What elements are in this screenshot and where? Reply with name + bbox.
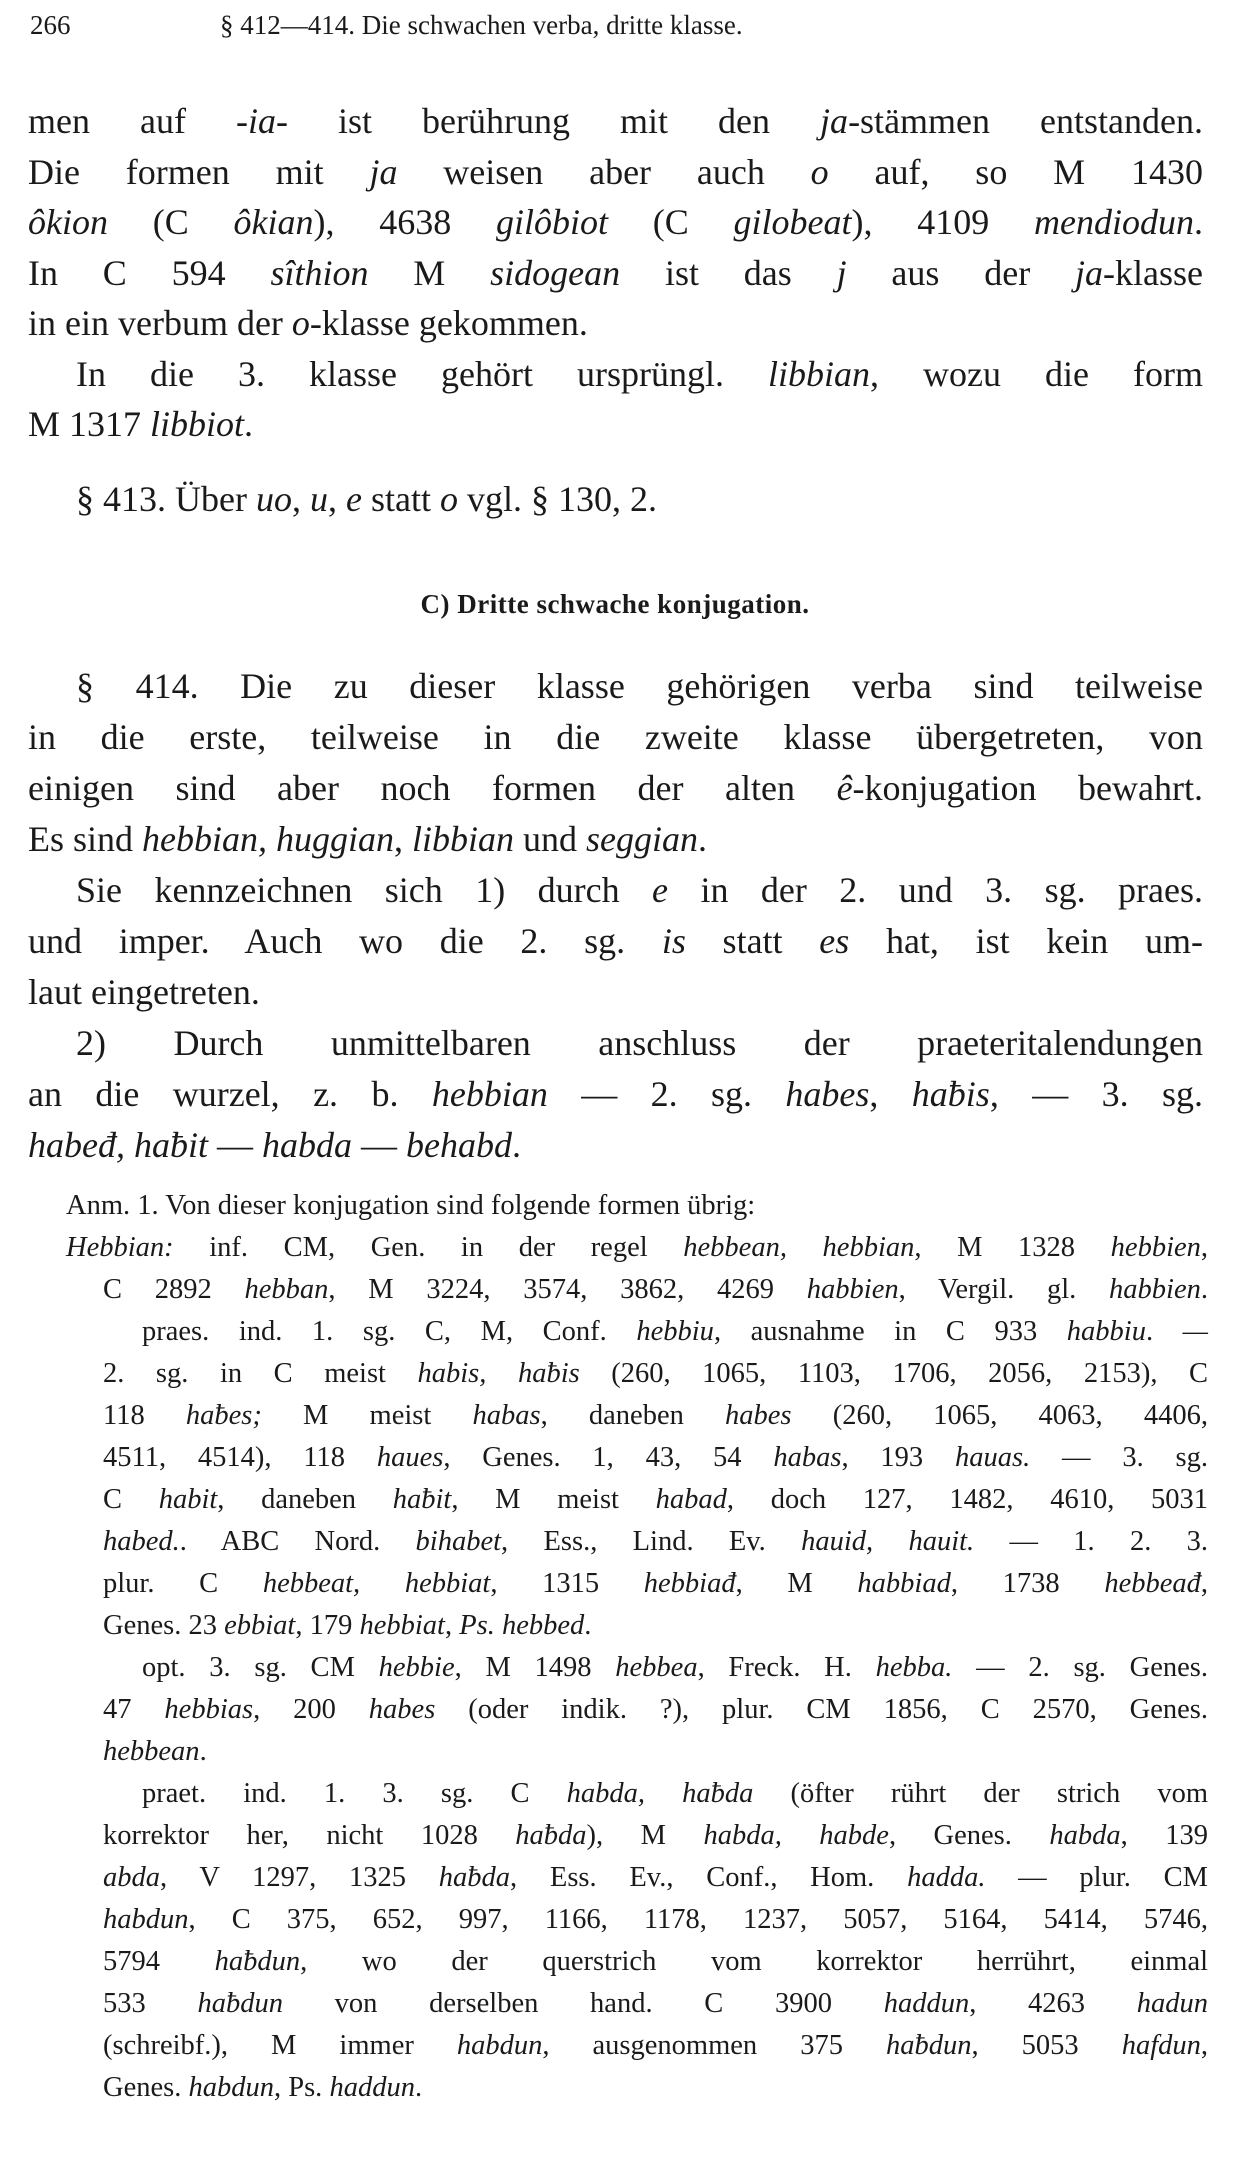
- page-number: 266: [30, 10, 71, 40]
- roman-text: , 5053: [971, 2030, 1122, 2061]
- roman-text: , wo der querstrich vom korrektor herrührt, einmal: [300, 1946, 1209, 1977]
- roman-text: laut eingetreten.: [28, 972, 260, 1012]
- roman-text: § 413. Über: [76, 479, 256, 519]
- note-line: [103, 1563, 1208, 1605]
- italic-form: haƀdun: [886, 2030, 972, 2061]
- italic-form: hadun: [1136, 1988, 1209, 2019]
- italic-form: libbiot: [150, 404, 245, 444]
- roman-text: (schreibf.), M immer: [103, 2030, 457, 2061]
- roman-text: men auf: [28, 101, 236, 141]
- italic-form: hebbiađ: [643, 1568, 736, 1599]
- italic-form: ja: [820, 101, 849, 141]
- roman-text: Genes.: [103, 2072, 189, 2103]
- italic-form: haddun: [329, 2072, 415, 2103]
- roman-text: .: [244, 404, 254, 444]
- note-line: [103, 1941, 1208, 1983]
- note-line: [103, 1521, 1208, 1563]
- roman-text: inf. CM, Gen. in der regel: [173, 1232, 684, 1263]
- roman-text: , 179: [295, 1610, 360, 1641]
- note-line: [66, 1227, 1208, 1269]
- roman-text: , 200: [253, 1694, 369, 1725]
- roman-text: , M: [735, 1568, 858, 1599]
- roman-text: — 2. sg. Genes.: [952, 1652, 1208, 1683]
- roman-text: Sie kennzeichnen sich 1) durch: [76, 870, 653, 910]
- roman-text: .: [414, 2072, 423, 2103]
- italic-form: -ia-: [236, 101, 288, 141]
- italic-form: gilôbiot: [495, 202, 608, 242]
- roman-text: Es sind: [28, 819, 143, 859]
- roman-text: praet. ind. 1. 3. sg. C: [142, 1778, 567, 1809]
- roman-text: (260, 1065, 1103, 1706, 2056, 2153), C: [579, 1358, 1208, 1389]
- italic-form: hafdun: [1121, 2030, 1201, 2061]
- italic-form: is: [661, 921, 686, 961]
- section-heading: C) Dritte schwache konjugation.: [420, 589, 810, 619]
- italic-form: ôkion: [28, 202, 108, 242]
- italic-form: ê: [836, 768, 853, 808]
- italic-form: o: [439, 479, 458, 519]
- roman-text: praes. ind. 1. sg. C, M, Conf.: [142, 1316, 637, 1347]
- italic-form: uo: [255, 479, 292, 519]
- text-line: [28, 399, 1203, 449]
- roman-text: , Ess., Lind. Ev.: [501, 1526, 802, 1557]
- roman-text: In C 594: [28, 252, 271, 293]
- text-line: [28, 916, 1203, 966]
- roman-text: — 3. sg.: [1030, 1442, 1208, 1473]
- roman-text: ,: [1200, 1232, 1209, 1263]
- roman-text: , doch 127, 1482, 4610, 5031: [726, 1484, 1209, 1515]
- italic-form: j: [836, 252, 847, 293]
- roman-text: § 414. Die zu dieser klasse gehörigen verba sind teilweise: [76, 666, 1203, 706]
- italic-form: hebbiat: [359, 1610, 445, 1641]
- italic-form: Ps. hebbed: [459, 1610, 585, 1641]
- roman-text: . ABC Nord.: [179, 1526, 416, 1557]
- roman-text: -klasse gekommen.: [309, 303, 588, 343]
- roman-text: , daneben: [540, 1400, 726, 1431]
- roman-text: 5794: [103, 1946, 215, 1977]
- roman-text: , Genes. 1, 43, 54: [443, 1442, 774, 1473]
- note-line: [142, 1311, 1208, 1353]
- note-line: [103, 1269, 1208, 1311]
- italic-form: habis, haƀis: [417, 1358, 580, 1389]
- italic-form: habdun: [103, 1904, 189, 1935]
- roman-text: , M 1328: [914, 1232, 1111, 1263]
- roman-text: , ausgenommen 375: [542, 2030, 886, 2061]
- roman-text: weisen aber auch: [397, 151, 811, 192]
- italic-form: habda: [261, 1125, 352, 1165]
- italic-form: sîthion: [270, 252, 369, 293]
- roman-text: ), M: [586, 1820, 704, 1851]
- roman-text: , Vergil. gl.: [898, 1274, 1110, 1305]
- roman-text: (öfter rührt der strich vom: [753, 1778, 1208, 1809]
- note-line: [103, 1689, 1208, 1731]
- roman-text: 118: [103, 1400, 186, 1431]
- roman-text: .: [1200, 1274, 1208, 1305]
- italic-form: habas: [472, 1400, 541, 1431]
- roman-text: -klasse: [1103, 252, 1203, 293]
- italic-form: ebbiat: [224, 1610, 296, 1641]
- note-line: [103, 1479, 1208, 1521]
- italic-form: habda, habde: [703, 1820, 889, 1851]
- roman-text: , daneben: [217, 1484, 393, 1515]
- roman-text: M: [368, 252, 491, 293]
- roman-text: Anm. 1. Von dieser konjugation sind folgende formen übrig:: [66, 1190, 756, 1221]
- roman-text: statt: [361, 479, 440, 519]
- italic-form: hebbien: [1110, 1232, 1201, 1263]
- italic-form: ôkian: [233, 202, 314, 242]
- roman-text: Die formen mit: [28, 151, 370, 192]
- italic-form: haƀit: [392, 1484, 452, 1515]
- roman-text: , Freck. H.: [697, 1652, 876, 1683]
- text-line: [28, 1120, 1203, 1170]
- roman-text: .: [511, 1125, 521, 1165]
- text-line: [76, 661, 1203, 711]
- roman-text: ,: [394, 819, 412, 859]
- roman-text: ,: [291, 479, 310, 519]
- italic-form: abda: [103, 1862, 160, 1893]
- roman-text: ist berührung mit den: [287, 101, 821, 141]
- roman-text: , C 375, 652, 997, 1166, 1178, 1237, 5057, 5164, 5414, 5746,: [188, 1904, 1208, 1935]
- italic-form: e: [652, 870, 669, 910]
- italic-form: hauid, hauit.: [801, 1526, 975, 1557]
- roman-text: (oder indik. ?), plur. CM 1856, C 2570, Genes.: [435, 1694, 1209, 1725]
- italic-form: gilobeat: [733, 202, 852, 242]
- italic-form: hebbiu: [636, 1316, 714, 1347]
- roman-text: ,: [869, 1074, 912, 1114]
- italic-form: seggian: [586, 819, 699, 859]
- italic-form: habes: [725, 1400, 792, 1431]
- italic-form: hebbean, hebbian: [683, 1232, 915, 1263]
- italic-form: hebbias: [164, 1694, 254, 1725]
- italic-form: u: [309, 479, 328, 519]
- roman-text: ,: [1200, 2030, 1208, 2061]
- italic-form: haƀda: [438, 1862, 511, 1893]
- text-line: [28, 147, 1203, 197]
- text-line: [28, 1069, 1203, 1119]
- roman-text: , 1315: [490, 1568, 644, 1599]
- roman-text: —: [351, 1125, 406, 1165]
- italic-form: habbien: [806, 1274, 899, 1305]
- italic-form: haues: [376, 1442, 444, 1473]
- text-line: [28, 96, 1203, 146]
- roman-text: von derselben hand. C 3900: [282, 1988, 884, 2019]
- roman-text: an die wurzel, z. b.: [28, 1074, 432, 1114]
- italic-form: sidogean: [490, 252, 621, 293]
- roman-text: 47: [103, 1694, 165, 1725]
- roman-text: ,: [444, 1610, 460, 1641]
- italic-form: habbiad: [857, 1568, 951, 1599]
- text-line: [76, 1018, 1203, 1068]
- italic-form: e: [345, 479, 362, 519]
- roman-text: 2) Durch unmittelbaren anschluss der praeteritalendungen: [76, 1023, 1203, 1063]
- roman-text: ,: [1200, 1568, 1208, 1599]
- roman-text: .: [199, 1736, 207, 1767]
- roman-text: C: [103, 1484, 159, 1515]
- text-line: [28, 248, 1203, 298]
- italic-form: hebba.: [875, 1652, 953, 1683]
- roman-text: -stämmen entstanden.: [848, 101, 1203, 141]
- italic-form: libbian: [412, 819, 515, 859]
- note-line: [103, 1605, 1208, 1647]
- roman-text: in ein verbum der: [28, 303, 292, 343]
- note-line: [103, 1857, 1208, 1899]
- roman-text: , — 3. sg.: [989, 1074, 1203, 1114]
- roman-text: , 193: [841, 1442, 955, 1473]
- roman-text: .: [698, 819, 708, 859]
- roman-text: M 1317: [28, 404, 151, 444]
- roman-text: —: [207, 1125, 262, 1165]
- roman-text: 4511, 4514), 118: [103, 1442, 377, 1473]
- note-line: [66, 1185, 1208, 1227]
- roman-text: M meist: [261, 1400, 473, 1431]
- roman-text: Genes. 23: [103, 1610, 225, 1641]
- italic-form: hebbea: [615, 1652, 698, 1683]
- roman-text: .: [1145, 1316, 1154, 1347]
- italic-form: hebbeađ: [1104, 1568, 1201, 1599]
- text-line: [28, 763, 1203, 813]
- roman-text: ,: [327, 479, 346, 519]
- roman-text: 2. sg. in C meist: [103, 1358, 418, 1389]
- italic-form: habes: [785, 1074, 870, 1114]
- roman-text: , 4263: [969, 1988, 1137, 2019]
- italic-form: hebbian, huggian: [142, 819, 394, 859]
- note-line: [103, 1815, 1208, 1857]
- italic-form: behabd: [405, 1125, 512, 1165]
- roman-text: , wozu die form: [870, 353, 1203, 394]
- italic-form: habit: [158, 1484, 218, 1515]
- italic-form: haddun: [883, 1988, 970, 2019]
- roman-text: — plur. CM: [985, 1862, 1208, 1893]
- roman-text: , ausnahme in C 933: [713, 1316, 1067, 1347]
- text-line: [76, 865, 1203, 915]
- roman-text: , M 1498: [454, 1652, 616, 1683]
- note-line: [103, 2025, 1208, 2067]
- roman-text: , M 3224, 3574, 3862, 4269: [328, 1274, 807, 1305]
- italic-form: habbien: [1109, 1274, 1201, 1305]
- roman-text: ), 4109: [851, 202, 1034, 242]
- italic-form: ja: [1075, 252, 1104, 293]
- note-line: [142, 1647, 1208, 1689]
- italic-form: haƀda: [515, 1820, 587, 1851]
- roman-text: (C: [107, 202, 234, 242]
- roman-text: , Genes.: [888, 1820, 1050, 1851]
- roman-text: , Ess. Ev., Conf., Hom.: [510, 1862, 908, 1893]
- text-line: [28, 197, 1203, 247]
- roman-text: .: [584, 1610, 592, 1641]
- roman-text: , V 1297, 1325: [160, 1862, 439, 1893]
- roman-text: korrektor her, nicht 1028: [103, 1820, 516, 1851]
- roman-text: vgl. § 130, 2.: [457, 479, 657, 519]
- roman-text: hat, ist kein um-: [849, 921, 1203, 961]
- roman-text: ist das: [620, 252, 837, 293]
- note-line: [103, 1353, 1208, 1395]
- note-line: [103, 2067, 1208, 2109]
- text-line: [28, 967, 1203, 1017]
- text-line: [28, 712, 1203, 762]
- italic-form: hauas.: [954, 1442, 1031, 1473]
- note-line: [103, 1983, 1208, 2025]
- roman-text: 533: [103, 1988, 198, 2019]
- roman-text: , 1738: [950, 1568, 1105, 1599]
- text-line: [76, 474, 1203, 524]
- roman-text: — 1. 2. 3.: [974, 1526, 1208, 1557]
- italic-form: habas: [773, 1442, 842, 1473]
- roman-text: und: [514, 819, 587, 859]
- italic-form: ja: [369, 151, 398, 192]
- italic-form: haƀdun: [214, 1946, 301, 1977]
- italic-form: hebbean: [103, 1736, 200, 1767]
- italic-form: mendiodun: [1034, 202, 1194, 242]
- note-line: [103, 1899, 1208, 1941]
- roman-text: in der 2. und 3. sg. praes.: [668, 870, 1204, 910]
- note-line: [103, 1731, 1208, 1773]
- roman-text: , 139: [1120, 1820, 1208, 1851]
- roman-text: , M meist: [451, 1484, 656, 1515]
- note-line: [103, 1437, 1208, 1479]
- italic-form: hadda.: [907, 1862, 986, 1893]
- roman-text: — 2. sg.: [547, 1074, 786, 1114]
- note-line: [142, 1773, 1208, 1815]
- italic-form: habeđ, haƀit: [28, 1125, 208, 1165]
- italic-form: o: [810, 151, 829, 192]
- roman-text: ), 4638: [313, 202, 496, 242]
- roman-text: (260, 1065, 4063, 4406,: [791, 1400, 1208, 1431]
- italic-form: habed.: [103, 1526, 180, 1557]
- roman-text: und imper. Auch wo die 2. sg.: [28, 921, 662, 961]
- roman-text: opt. 3. sg. CM: [142, 1652, 379, 1683]
- italic-form: habad: [655, 1484, 727, 1515]
- roman-text: In die 3. klasse gehört ursprüngl.: [76, 353, 768, 394]
- roman-text: aus der: [846, 252, 1075, 293]
- italic-form: habdun: [456, 2030, 543, 2061]
- italic-form: hebbeat, hebbiat: [262, 1568, 491, 1599]
- italic-form: habbiu: [1066, 1316, 1146, 1347]
- roman-text: -konjugation bewahrt.: [852, 768, 1204, 808]
- italic-form: —: [1153, 1316, 1209, 1347]
- italic-form: hebban: [244, 1274, 329, 1305]
- text-line: [76, 349, 1203, 399]
- italic-form: habda: [1049, 1820, 1121, 1851]
- italic-form: o: [291, 303, 310, 343]
- italic-form: hebbian: [431, 1074, 548, 1114]
- italic-form: haƀis: [911, 1074, 990, 1114]
- roman-text: (C: [608, 202, 734, 242]
- roman-text: .: [1193, 202, 1203, 242]
- italic-form: haƀdun: [197, 1988, 283, 2019]
- italic-form: hebbie: [378, 1652, 455, 1683]
- text-line: [28, 298, 1203, 348]
- text-line: [28, 814, 1203, 864]
- italic-form: habes: [368, 1694, 436, 1725]
- roman-text: auf, so M 1430: [828, 151, 1203, 192]
- italic-form: es: [819, 921, 850, 961]
- italic-form: Hebbian:: [66, 1232, 174, 1263]
- roman-text: C 2892: [103, 1274, 245, 1305]
- roman-text: in die erste, teilweise in die zweite klasse übergetreten, von: [28, 717, 1203, 757]
- roman-text: plur. C: [103, 1568, 263, 1599]
- roman-text: , Ps.: [273, 2072, 330, 2103]
- italic-form: habdun: [188, 2072, 274, 2103]
- roman-text: einigen sind aber noch formen der alten: [28, 768, 837, 808]
- italic-form: libbian: [768, 353, 871, 394]
- italic-form: habda, haƀda: [566, 1778, 754, 1809]
- roman-text: statt: [685, 921, 820, 961]
- italic-form: haƀes;: [185, 1400, 262, 1431]
- note-line: [103, 1395, 1208, 1437]
- italic-form: bihabet: [415, 1526, 502, 1557]
- running-title: § 412—414. Die schwachen verba, dritte klasse.: [220, 10, 743, 40]
